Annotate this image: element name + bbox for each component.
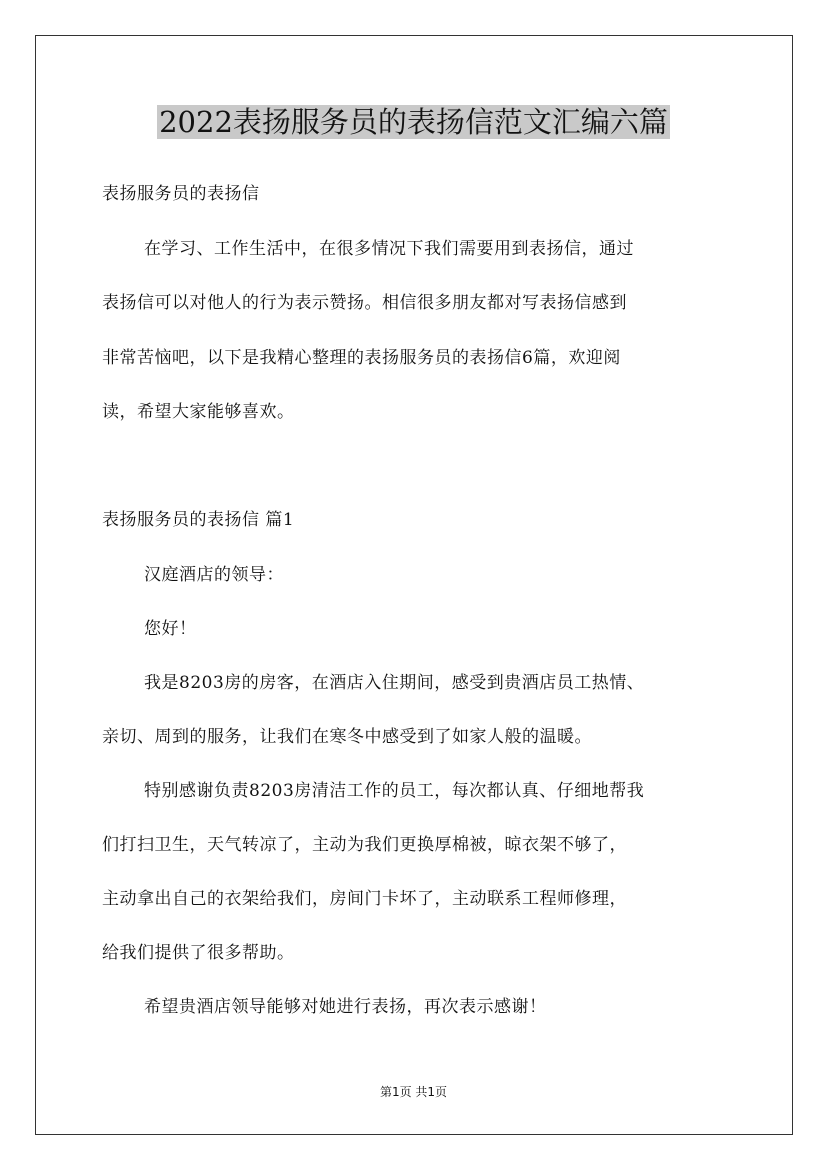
- para1-line-1: 我是8203房的房客，在酒店入住期间，感受到贵酒店员工热情、: [144, 673, 645, 693]
- page-footer: 第1页 共1页: [379, 1085, 448, 1099]
- para2-line-4: 给我们提供了很多帮助。: [102, 943, 295, 963]
- intro-line-2: 表扬信可以对他人的行为表示赞扬。相信很多朋友都对写表扬信感到: [102, 293, 627, 313]
- letter-greeting: 您好！: [144, 619, 197, 639]
- document-title-text: 2022表扬服务员的表扬信范文汇编六篇: [159, 105, 668, 139]
- para2-line-1: 特别感谢负责8203房清洁工作的员工，每次都认真、仔细地帮我: [144, 781, 645, 801]
- intro-line-4: 读，希望大家能够喜欢。: [102, 402, 295, 422]
- para2-line-2: 们打扫卫生，天气转凉了，主动为我们更换厚棉被，晾衣架不够了，: [102, 835, 627, 855]
- letter-closing: 希望贵酒店领导能够对她进行表扬，再次表示感谢！: [144, 997, 547, 1017]
- intro-line-3: 非常苦恼吧，以下是我精心整理的表扬服务员的表扬信6篇，欢迎阅: [102, 348, 621, 368]
- section-heading: 表扬服务员的表扬信 篇1: [102, 510, 295, 530]
- intro-line-1: 在学习、工作生活中，在很多情况下我们需要用到表扬信，通过: [144, 239, 634, 259]
- para2-line-3: 主动拿出自己的衣架给我们，房间门卡坏了，主动联系工程师修理，: [102, 889, 627, 909]
- intro-heading: 表扬服务员的表扬信: [102, 184, 260, 204]
- para1-line-2: 亲切、周到的服务，让我们在寒冬中感受到了如家人般的温暖。: [102, 727, 592, 747]
- document-title: [0, 102, 827, 142]
- letter-salutation: 汉庭酒店的领导：: [144, 565, 284, 585]
